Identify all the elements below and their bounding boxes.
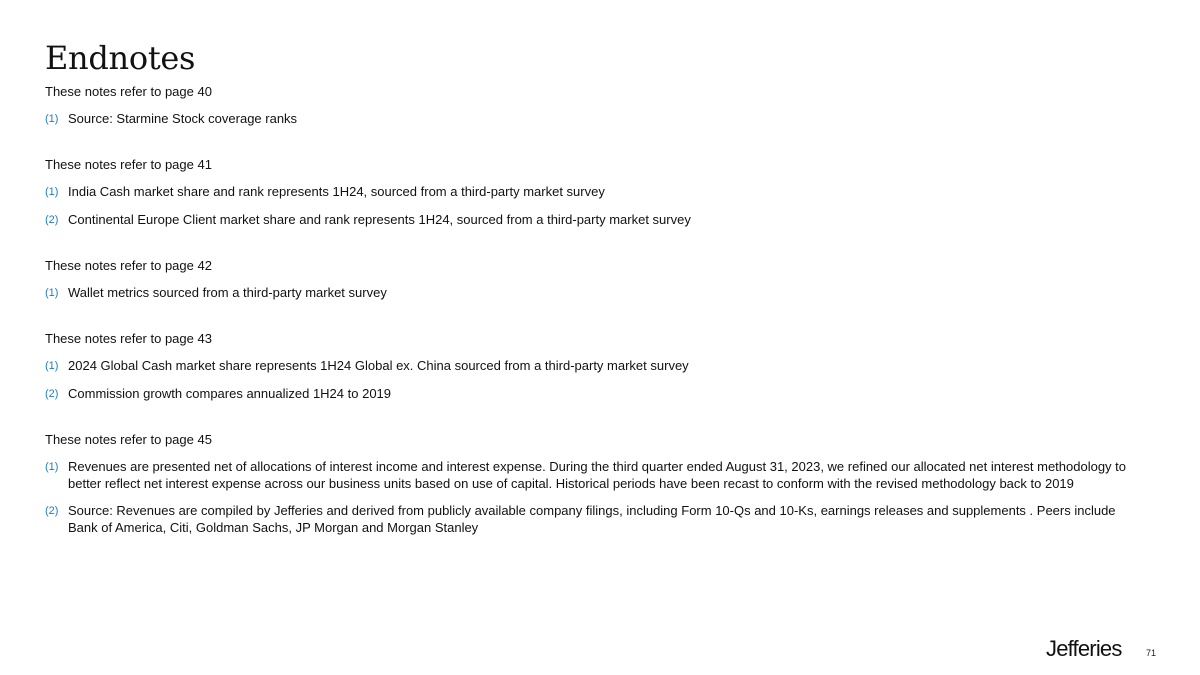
endnotes-section-page-40	[45, 83, 1130, 128]
page-title: Endnotes	[45, 39, 196, 77]
section-heading: These notes refer to page 42	[45, 258, 212, 273]
endnote-text: India Cash market share and rank represents 1H24, sourced from a third-party market survey	[68, 184, 605, 199]
endnote-text: Wallet metrics sourced from a third-party market survey	[68, 285, 387, 300]
endnote	[45, 111, 1130, 128]
endnote-text: Source: Revenues are compiled by Jefferies and derived from publicly available company filings, including Form 10-Qs and 10-Ks, earnings releases and supplements . Peers include Bank of America, Citi, Goldman Sachs, JP Morgan and Morgan Stanley	[68, 503, 1116, 535]
section-heading: These notes refer to page 40	[45, 84, 212, 99]
endnote-number: (2)	[45, 505, 59, 517]
endnote-number: (1)	[45, 287, 59, 299]
endnote-number: (2)	[45, 214, 59, 226]
endnote-number: (1)	[45, 186, 59, 198]
endnotes-section-page-43	[45, 330, 1130, 403]
endnote-text: Revenues are presented net of allocations of interest income and interest expense. During the third quarter ended August 31, 2023, we refined our allocated net interest methodology to better reflect net interest expense across our business units based on use of capital. Historical periods have been recast to conform with the revised methodology back to 2019	[68, 459, 1127, 491]
endnotes-section-page-42	[45, 257, 1130, 302]
page-number: 71	[1146, 648, 1157, 658]
endnote-number: (1)	[45, 461, 59, 473]
section-heading: These notes refer to page 45	[45, 432, 212, 447]
section-heading: These notes refer to page 41	[45, 157, 212, 172]
endnote	[45, 459, 1130, 492]
section-heading: These notes refer to page 43	[45, 331, 212, 346]
endnote-text: Commission growth compares annualized 1H24 to 2019	[68, 386, 392, 401]
endnote-text: Source: Starmine Stock coverage ranks	[68, 111, 298, 126]
endnote	[45, 386, 1130, 403]
endnote	[45, 358, 1130, 375]
endnotes-list	[45, 83, 1130, 564]
jefferies-logo: Jefferies	[1046, 636, 1122, 661]
endnote	[45, 212, 1130, 229]
endnote	[45, 184, 1130, 201]
endnotes-section-page-41	[45, 156, 1130, 229]
endnote-text: 2024 Global Cash market share represents 1H24 Global ex. China sourced from a third-party market survey	[68, 358, 689, 373]
endnote	[45, 285, 1130, 302]
endnote-number: (1)	[45, 360, 59, 372]
endnote-number: (2)	[45, 388, 59, 400]
endnote-text: Continental Europe Client market share and rank represents 1H24, sourced from a third-party market survey	[68, 212, 691, 227]
endnote	[45, 503, 1130, 536]
endnote-number: (1)	[45, 113, 59, 125]
endnotes-section-page-45	[45, 431, 1130, 536]
